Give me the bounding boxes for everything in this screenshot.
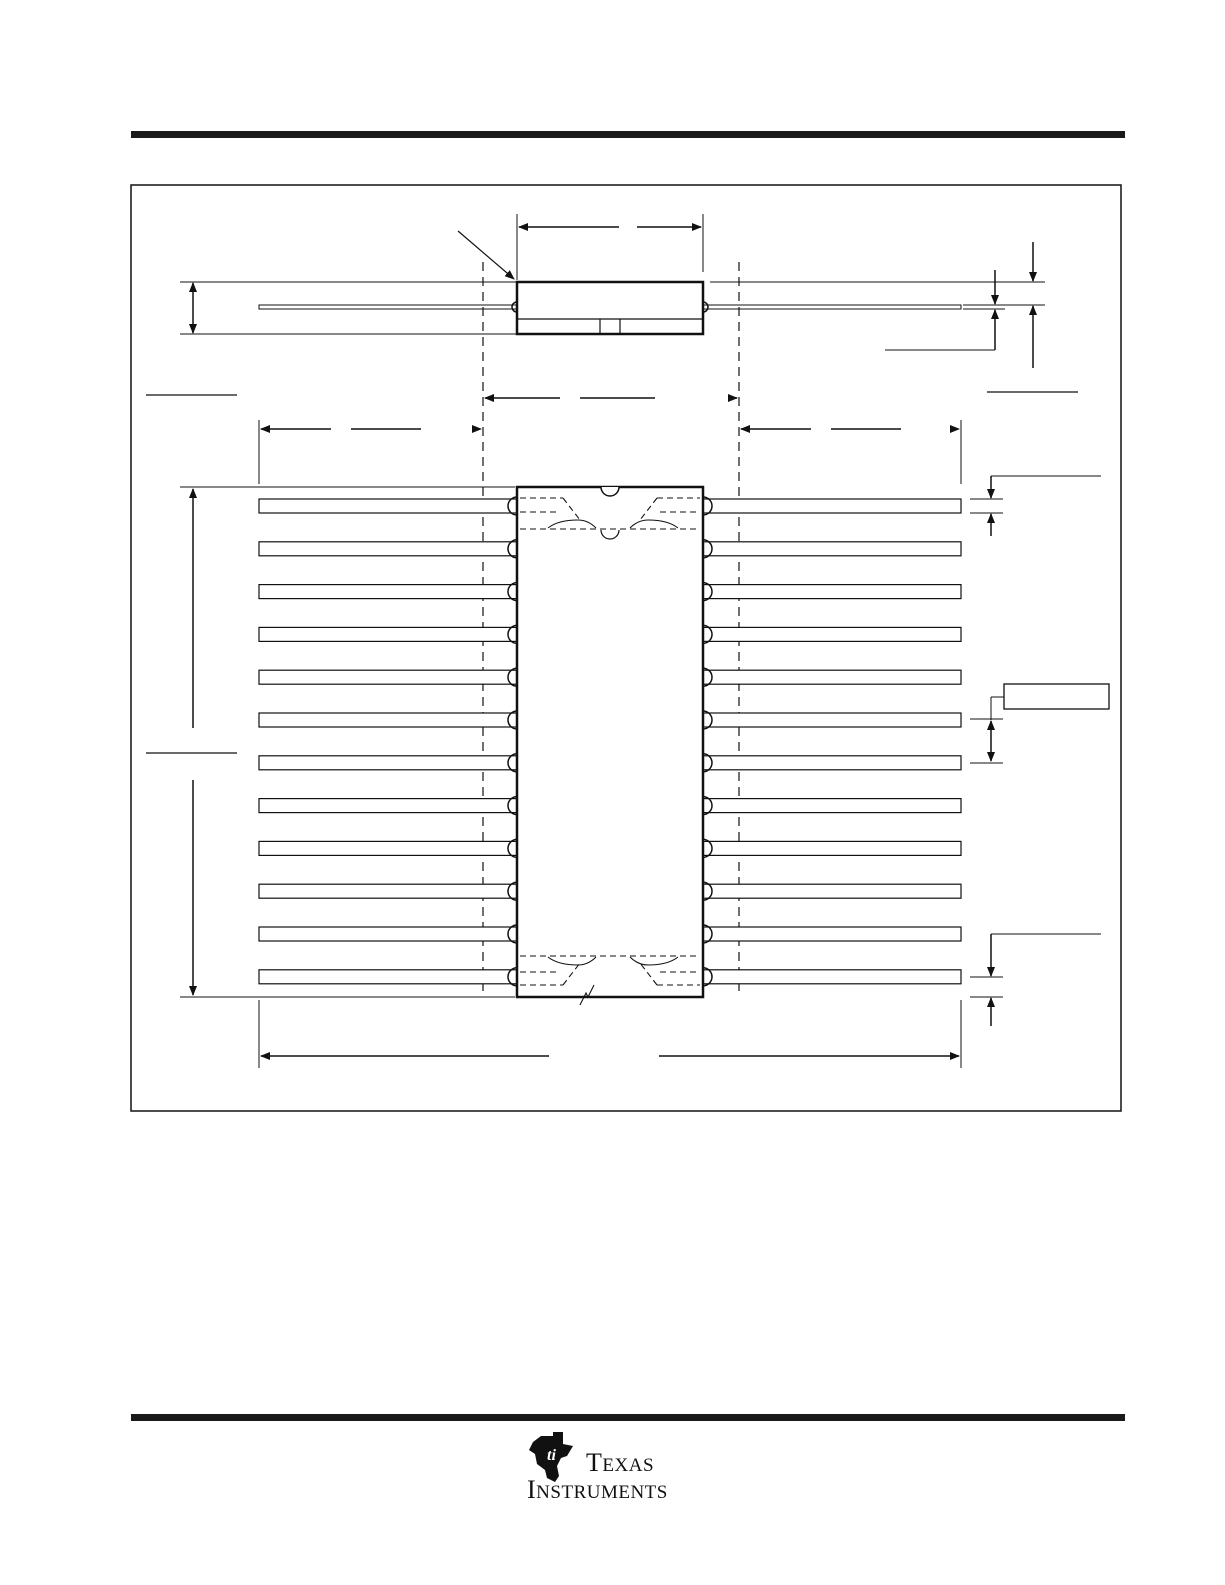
side-lead-left bbox=[259, 305, 517, 309]
lead-right-2 bbox=[703, 542, 961, 556]
lead-left-11 bbox=[259, 927, 517, 941]
lead-left-2 bbox=[259, 542, 517, 556]
lead-right-4 bbox=[703, 627, 961, 641]
lead-right-12 bbox=[703, 970, 961, 984]
side-view-body bbox=[517, 282, 703, 334]
lead-left-5 bbox=[259, 670, 517, 684]
overall-width-dimension bbox=[259, 1000, 961, 1068]
lead-right-1 bbox=[703, 499, 961, 513]
lead-left-4 bbox=[259, 627, 517, 641]
lead-right-10 bbox=[703, 884, 961, 898]
lead-right-7 bbox=[703, 756, 961, 770]
lead-left-10 bbox=[259, 884, 517, 898]
lead-right-5 bbox=[703, 670, 961, 684]
ti-logo-word-instruments: INSTRUMENTS bbox=[527, 1475, 668, 1504]
body-length-dimension bbox=[180, 487, 515, 997]
lead-right-9 bbox=[703, 841, 961, 855]
lead-right-8 bbox=[703, 799, 961, 813]
lead-left-9 bbox=[259, 841, 517, 855]
lead-right-6 bbox=[703, 713, 961, 727]
ti-logo-word-texas: TEXAS bbox=[586, 1448, 655, 1477]
lead-right-11 bbox=[703, 927, 961, 941]
side-view bbox=[180, 214, 1045, 368]
lead-left-6 bbox=[259, 713, 517, 727]
body-corner-leader bbox=[458, 231, 514, 279]
lead-right-3 bbox=[703, 585, 961, 599]
side-lead-right bbox=[703, 305, 961, 309]
lead-left-7 bbox=[259, 756, 517, 770]
footer-rule bbox=[131, 1414, 1125, 1421]
top-view bbox=[517, 487, 703, 1005]
svg-text:ti: ti bbox=[547, 1447, 556, 1464]
lead-width-dimensions bbox=[970, 476, 1109, 1026]
lead-left-1 bbox=[259, 499, 517, 513]
lead-left-3 bbox=[259, 585, 517, 599]
tolerance-reference-box bbox=[1004, 684, 1109, 709]
lead-span-dimensions bbox=[259, 398, 961, 484]
lead-left-8 bbox=[259, 799, 517, 813]
lead-left-12 bbox=[259, 970, 517, 984]
top-view-body bbox=[517, 487, 703, 997]
